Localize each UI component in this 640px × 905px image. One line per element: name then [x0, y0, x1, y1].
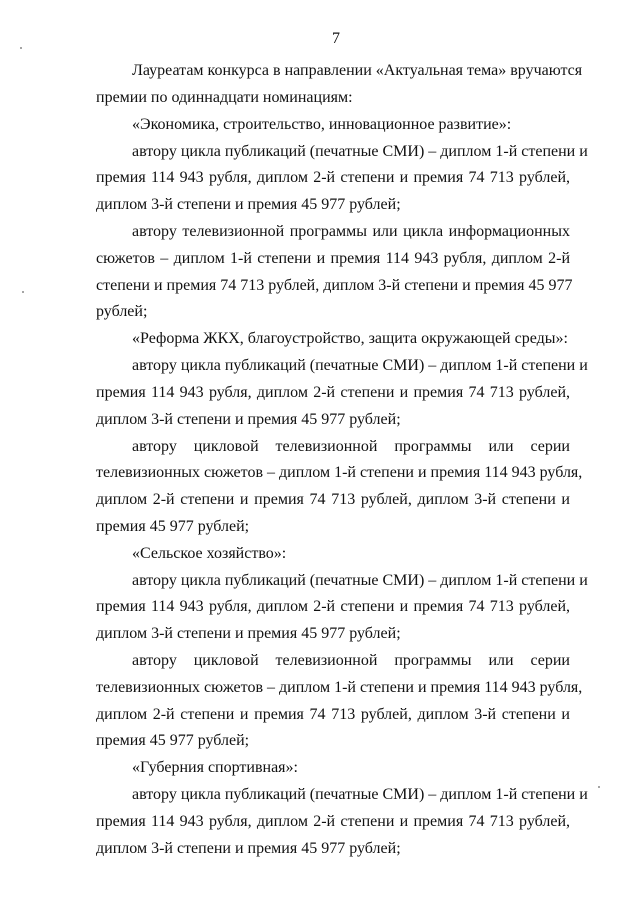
text-line: «Реформа ЖКХ, благоустройство, защита окружающей среды»:	[132, 330, 568, 347]
text-line: диплом 3-й степени и премия 45 977 рублей;	[96, 625, 401, 642]
text-line: сюжетов – диплом 1-й степени и премия 114 943 рубля, диплом 2-й	[96, 250, 570, 267]
text-line: Лауреатам конкурса в направлении «Актуальная тема» вручаются	[132, 62, 583, 79]
text-line: премия 45 977 рублей;	[96, 518, 250, 535]
text-line: «Губерния спортивная»:	[132, 759, 298, 776]
text-line: премии по одиннадцати номинациям:	[96, 89, 353, 106]
text-line: телевизионных сюжетов – диплом 1-й степени и премия 114 943 рубля,	[96, 679, 583, 696]
text-line: автору цикла публикаций (печатные СМИ) – диплом 1-й степени и	[132, 572, 588, 589]
text-line: диплом 3-й степени и премия 45 977 рублей;	[96, 411, 401, 428]
page-number: 7	[332, 30, 340, 47]
text-line: автору цикла публикаций (печатные СМИ) – диплом 1-й степени и	[132, 357, 588, 374]
scan-speck	[22, 291, 24, 293]
text-line: степени и премия 74 713 рублей, диплом 3-й степени и премия 45 977	[96, 277, 573, 294]
text-line: автору цикла публикаций (печатные СМИ) – диплом 1-й степени и	[132, 143, 588, 160]
scan-speck	[598, 786, 600, 788]
text-line: телевизионных сюжетов – диплом 1-й степени и премия 114 943 рубля,	[96, 464, 583, 481]
text-line: диплом 3-й степени и премия 45 977 рублей;	[96, 196, 401, 213]
text-line: премия 45 977 рублей;	[96, 732, 250, 749]
text-line: премия 114 943 рубля, диплом 2-й степени и премия 74 713 рублей,	[96, 598, 570, 615]
text-line: автору цикла публикаций (печатные СМИ) – диплом 1-й степени и	[132, 786, 588, 803]
text-line: премия 114 943 рубля, диплом 2-й степени и премия 74 713 рублей,	[96, 169, 570, 186]
text-line: автору телевизионной программы или цикла информационных	[132, 223, 570, 240]
text-line: диплом 3-й степени и премия 45 977 рублей;	[96, 840, 401, 857]
text-line: диплом 2-й степени и премия 74 713 рублей, диплом 3-й степени и	[96, 706, 570, 723]
text-line: «Экономика, строительство, инновационное развитие»:	[132, 116, 512, 133]
scan-speck	[20, 47, 22, 49]
text-line: премия 114 943 рубля, диплом 2-й степени и премия 74 713 рублей,	[96, 384, 570, 401]
text-line: «Сельское хозяйство»:	[132, 545, 287, 562]
text-line: автору цикловой телевизионной программы или серии	[132, 652, 570, 669]
text-line: рублей;	[96, 303, 148, 320]
text-line: автору цикловой телевизионной программы или серии	[132, 438, 570, 455]
text-line: диплом 2-й степени и премия 74 713 рублей, диплом 3-й степени и	[96, 491, 570, 508]
text-line: премия 114 943 рубля, диплом 2-й степени и премия 74 713 рублей,	[96, 813, 570, 830]
